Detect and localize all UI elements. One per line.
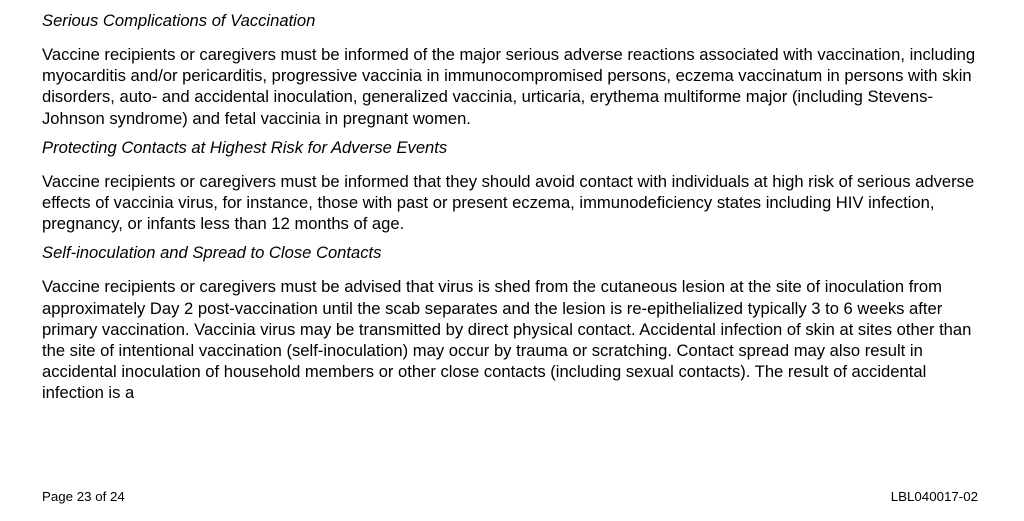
para-serious-complications: Vaccine recipients or caregivers must be informed of the major serious adverse reactions associated with vaccination, including myocarditis and/or pericarditis, progressive vaccinia in immunocompromised persons, eczema vaccinatum in persons with skin disorders, auto- and accidental inoculation, generalized vaccinia, urticaria, erythema multiforme major (including Stevens-Johnson syndrome) and fetal vaccinia in pregnant women. (42, 45, 976, 128)
para-protecting-contacts: Vaccine recipients or caregivers must be informed that they should avoid contact with individuals at high risk of serious adverse effects of vaccinia virus, for instance, those with past or present eczema, immunodeficiency states including HIV infection, pregnancy, or infants less than 12 months of age. (42, 171, 975, 234)
document-id: LBL040017-02 (890, 489, 978, 504)
heading-serious-complications: Serious Complications of Vaccination (42, 11, 316, 30)
para-self-inoculation: Vaccine recipients or caregivers must be advised that virus is shed from the cutaneous lesion at the site of inoculation from approximately Day 2 post-vaccination until the scab separates and the lesion is re-epithelialized typically 3 to 6 weeks after primary vaccination. Vaccinia virus may be transmitted by direct physical contact. Accidental infection of skin at sites other than the site of intentional vaccination (self-inoculation) may occur by trauma or scratching. Contact spread may also result in accidental inoculation of household members or other close contacts (including sexual contacts). The result of accidental infection is a (42, 277, 972, 403)
document-body (42, 10, 992, 412)
heading-protecting-contacts: Protecting Contacts at Highest Risk for Adverse Events (42, 137, 448, 157)
heading-self-inoculation: Self-inoculation and Spread to Close Contacts (42, 243, 382, 263)
page-number: Page 23 of 24 (42, 489, 125, 504)
